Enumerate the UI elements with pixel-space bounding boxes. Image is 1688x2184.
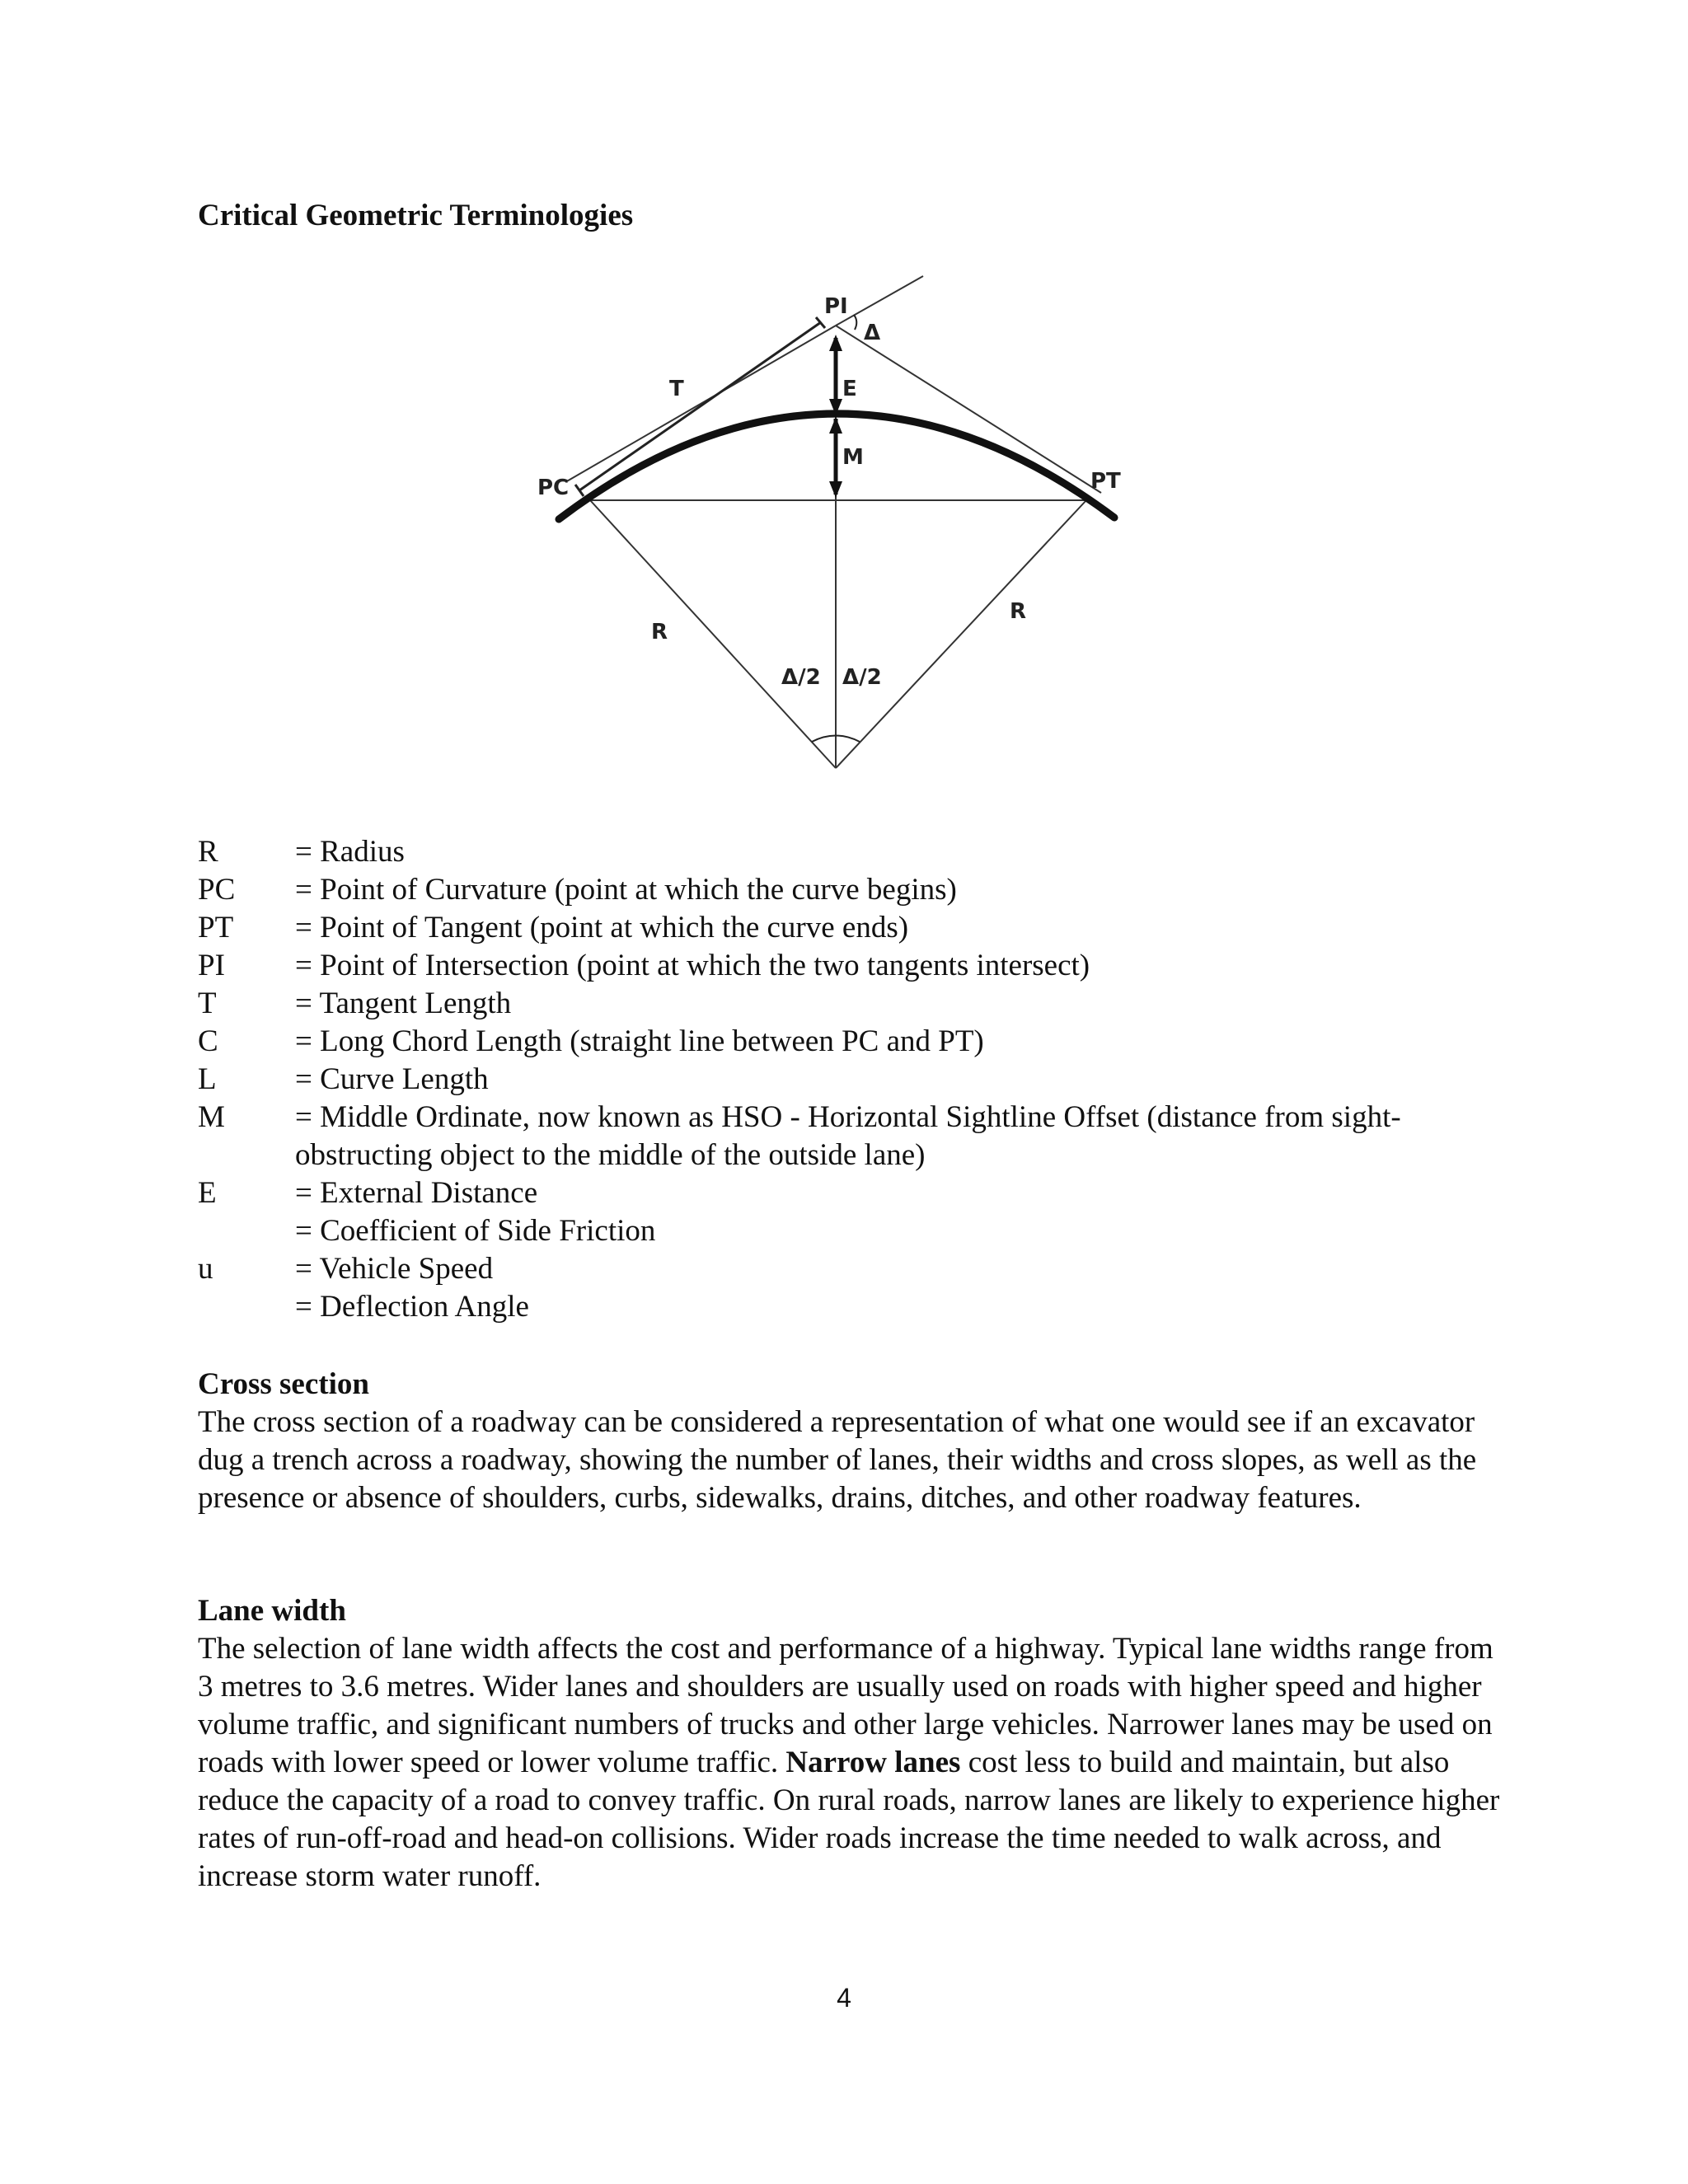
page-number: 4 — [837, 1983, 851, 2013]
narrow-lanes-term: Narrow lanes — [785, 1746, 961, 1779]
definition-text: = Long Chord Length (straight line between PC and PT) — [295, 1024, 984, 1058]
tangent-extension-line — [836, 276, 923, 326]
definition-symbol: M — [198, 1100, 225, 1134]
terminology-list — [198, 833, 1500, 1326]
lane-width-heading: Lane width — [198, 1594, 346, 1628]
lane-width-text-part2: cost less to build and maintain, but also reduce the capacity of a road to convey traffic. On rural roads, narrow lanes are likely to experience higher rates of run-off-road and head-on collisions. Wider roads increase the time needed to walk across, and increase storm water runoff. — [198, 1746, 1500, 1893]
cross-section-paragraph: The cross section of a roadway can be considered a representation of what one would see if an excavator dug a trench across a roadway, showing the number of lanes, their widths and cross slopes, as well as the presence or absence of shoulders, curbs, sidewalks, drains, ditches, and other roadway features. — [198, 1405, 1477, 1515]
right-tangent-line — [836, 326, 1101, 493]
definition-text: = Coefficient of Side Friction — [295, 1214, 656, 1248]
definition-row — [198, 909, 1500, 947]
t-label: T — [669, 377, 684, 401]
definition-row — [198, 1099, 1500, 1174]
definition-symbol: PC — [198, 873, 236, 907]
left-tangent-line — [565, 326, 836, 482]
cross-section-heading: Cross section — [198, 1367, 369, 1401]
definition-text: = Curve Length — [295, 1062, 489, 1096]
m-arrow-head-top — [829, 417, 842, 434]
definition-row — [198, 985, 1500, 1023]
delta-label: Δ — [864, 321, 881, 345]
left-radius-line — [590, 500, 836, 768]
definition-row — [198, 833, 1500, 871]
definition-row — [198, 1023, 1500, 1061]
definition-symbol: C — [198, 1024, 218, 1058]
definition-row — [198, 871, 1500, 909]
definition-row — [198, 947, 1500, 985]
tangent-length-dimension — [579, 322, 821, 490]
definition-symbol: PI — [198, 949, 225, 982]
definition-text: = Middle Ordinate, now known as HSO - Horizontal Sightline Offset (distance from sight-obstructing object to the middle of the outside lane) — [295, 1100, 1401, 1172]
lane-width-paragraph — [198, 1630, 1500, 1896]
deflection-angle-arc — [854, 315, 856, 330]
pc-label: PC — [537, 476, 570, 500]
definition-text: = Point of Curvature (point at which the curve begins) — [295, 873, 957, 907]
definition-row — [198, 1250, 1500, 1288]
definition-symbol — [198, 1212, 295, 1250]
m-arrow-head-bottom — [829, 481, 842, 498]
e-arrow-head-top — [829, 335, 842, 351]
lane-width-block — [198, 1592, 1500, 1896]
definition-symbol — [198, 1288, 295, 1326]
definition-symbol: L — [198, 1062, 217, 1096]
definition-text: = Point of Intersection (point at which the two tangents intersect) — [295, 949, 1090, 982]
half-delta-right-label: Δ/2 — [842, 665, 882, 690]
page-title: Critical Geometric Terminologies — [198, 199, 634, 232]
definition-row — [198, 1288, 1500, 1326]
pt-label: PT — [1090, 469, 1121, 494]
definition-symbol: PT — [198, 911, 234, 944]
right-radius-line — [836, 500, 1086, 768]
cross-section-block — [198, 1366, 1500, 1517]
definition-text: = Vehicle Speed — [295, 1252, 494, 1286]
m-label: M — [842, 445, 864, 470]
definition-row — [198, 1212, 1500, 1250]
pi-label: PI — [824, 294, 848, 319]
definition-text: = External Distance — [295, 1176, 538, 1210]
definition-text: = Deflection Angle — [295, 1290, 529, 1324]
r-right-label: R — [1010, 599, 1027, 624]
definition-symbol: E — [198, 1176, 217, 1210]
definition-symbol: u — [198, 1252, 213, 1286]
lane-width-text-part1: The selection of lane width affects the cost and performance of a highway. Typical lane widths range from 3 metres to 3.6 metres. Wider lanes and shoulders are usually used on roads with higher speed and higher volume traffic, and significant numbers of trucks and other large vehicles. Narrower lanes may be used on roads with lower speed or lower volume traffic. — [198, 1632, 1493, 1779]
definition-text: = Point of Tangent (point at which the curve ends) — [295, 911, 909, 944]
definition-text: = Radius — [295, 835, 405, 869]
e-label: E — [842, 377, 857, 401]
definition-text: = Tangent Length — [295, 987, 512, 1020]
r-left-label: R — [651, 620, 668, 644]
half-delta-left-label: Δ/2 — [781, 665, 821, 690]
curve-diagram-svg — [528, 272, 1154, 799]
definition-row — [198, 1174, 1500, 1212]
tangent-dim-tick-left — [575, 485, 584, 496]
horizontal-curve-diagram — [528, 272, 1154, 799]
definition-row — [198, 1061, 1500, 1099]
definition-symbol: R — [198, 835, 218, 869]
definition-symbol: T — [198, 987, 217, 1020]
